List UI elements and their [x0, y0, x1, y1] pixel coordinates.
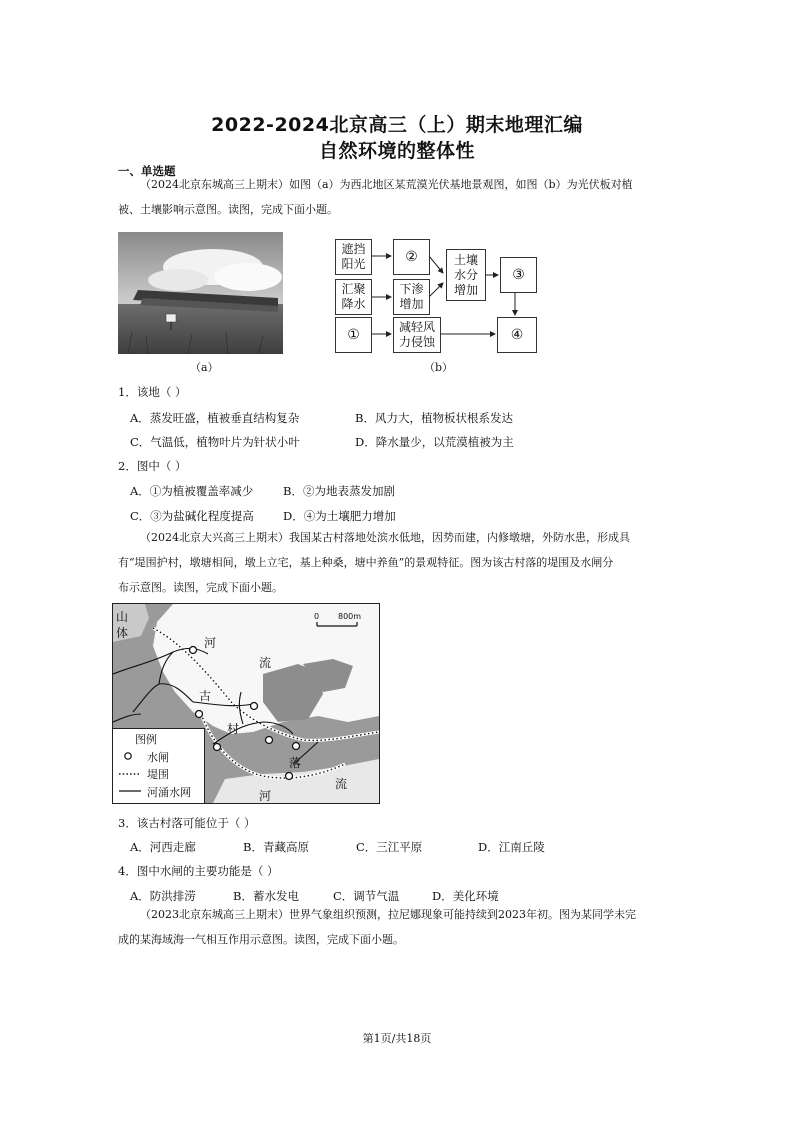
diagram-box-4: ④ [497, 317, 537, 353]
q4-stem: 4．图中水闸的主要功能是（ ） [118, 864, 279, 878]
group2-intro-line1: （2024北京大兴高三上期末）我国某古村落地处滨水低地，因势而建，内修墩塘，外防水患，形成具 [140, 531, 630, 544]
caption-b: （b） [424, 361, 454, 374]
caption-a: （a） [190, 361, 219, 374]
legend-title: 图例 [135, 733, 157, 746]
q3-stem: 3．该古村落可能位于（ ） [118, 816, 256, 830]
diagram-soil-box: 土壤水分增加 [446, 249, 486, 301]
village-map [112, 603, 380, 804]
group2-intro-line2: 有“堤围护村，墩塘相间，墩上立宅，基上种桑，塘中养鱼”的景观特征。图为该古村落的堤围及水闸分 [118, 556, 614, 569]
solar-photo [118, 232, 283, 354]
q4-option-a[interactable]: A．防洪排涝 [130, 889, 196, 903]
q2-option-b[interactable]: B．②为地表蒸发加剧 [283, 484, 395, 498]
doc-subtitle: 自然环境的整体性 [318, 140, 475, 162]
map-label-flow-1: 流 [259, 656, 272, 670]
diagram-shade-box: 遮挡阳光 [335, 239, 372, 275]
group1-intro-line1: （2024北京东城高三上期末）如图（a）为西北地区某荒漠光伏基地景观图，如图（b）为光伏板对植 [140, 178, 633, 191]
group3-intro-line1: （2023北京东城高三上期末）世界气象组织预测，拉尼娜现象可能持续到2023年初。图为某同学未完 [140, 908, 636, 921]
diagram-seep-box: 下渗增加 [393, 279, 430, 315]
map-label-luo: 落 [289, 756, 302, 770]
section-heading: 一、单选题 [118, 164, 176, 178]
map-label-mountain-1: 山 [116, 610, 129, 624]
map-scale-distance: 800m [338, 612, 362, 621]
group3-intro [118, 902, 678, 952]
page-footer: 第1页/共18页 [362, 1032, 432, 1045]
q1-stem: 1．该地（ ） [118, 385, 187, 399]
map-label-river-2: 河 [259, 789, 272, 803]
map-label-mountain-2: 体 [116, 626, 129, 640]
map-label-gu: 古 [199, 689, 212, 703]
legend-dike-label: 堤围 [147, 768, 169, 781]
q2-option-d[interactable]: D．④为土壤肥力增加 [283, 509, 396, 523]
map-legend [113, 728, 205, 804]
doc-title: 2022-2024北京高三（上）期末地理汇编 [211, 114, 583, 136]
diagram-wind-box: 减轻风力侵蚀 [393, 317, 441, 353]
map-label-flow-2: 流 [335, 777, 348, 791]
q2-option-a[interactable]: A．①为植被覆盖率减少 [130, 484, 254, 498]
map-label-cun: 村 [227, 722, 240, 736]
solar-photo-image [118, 232, 283, 354]
legend-gate-label: 水闸 [147, 751, 169, 764]
q3-option-d[interactable]: D．江南丘陵 [478, 840, 545, 854]
diagram-box-2: ② [393, 239, 430, 275]
q4-option-d[interactable]: D．美化环境 [432, 889, 499, 903]
q1-option-c[interactable]: C．气温低，植物叶片为针状小叶 [130, 435, 300, 449]
flow-diagram [335, 235, 540, 360]
diagram-box-3: ③ [500, 257, 537, 293]
q1-option-d[interactable]: D．降水量少，以荒漠植被为主 [355, 435, 514, 449]
q3-option-b[interactable]: B．青藏高原 [243, 840, 309, 854]
group2-intro-line3: 布示意图。读图，完成下面小题。 [118, 581, 283, 594]
q4-option-c[interactable]: C．调节气温 [333, 889, 400, 903]
q4-option-b[interactable]: B．蓄水发电 [233, 889, 299, 903]
map-label-river-1: 河 [204, 636, 217, 650]
group1-intro-line2: 被、土壤影响示意图。读图，完成下面小题。 [118, 203, 338, 216]
q2-option-c[interactable]: C．③为盐碱化程度提高 [130, 509, 254, 523]
q1-option-a[interactable]: A．蒸发旺盛，植被垂直结构复杂 [130, 411, 300, 425]
legend-symbols [117, 749, 147, 803]
q3-option-a[interactable]: A．河西走廊 [130, 840, 196, 854]
group3-intro-line2: 成的某海域海一气相互作用示意图。读图，完成下面小题。 [118, 933, 404, 946]
legend-network-label: 河涌水网 [147, 786, 191, 799]
q1-option-b[interactable]: B．风力大，植物板状根系发达 [355, 411, 513, 425]
diagram-collect-box: 汇聚降水 [335, 279, 372, 315]
legend-gate-icon [125, 753, 131, 759]
diagram-box-1: ① [335, 317, 372, 353]
q3-option-c[interactable]: C．三江平原 [356, 840, 423, 854]
group2-intro [118, 525, 678, 600]
group1-intro [118, 172, 678, 222]
map-scale-zero: 0 [314, 612, 320, 621]
q2-stem: 2．图中（ ） [118, 459, 187, 473]
